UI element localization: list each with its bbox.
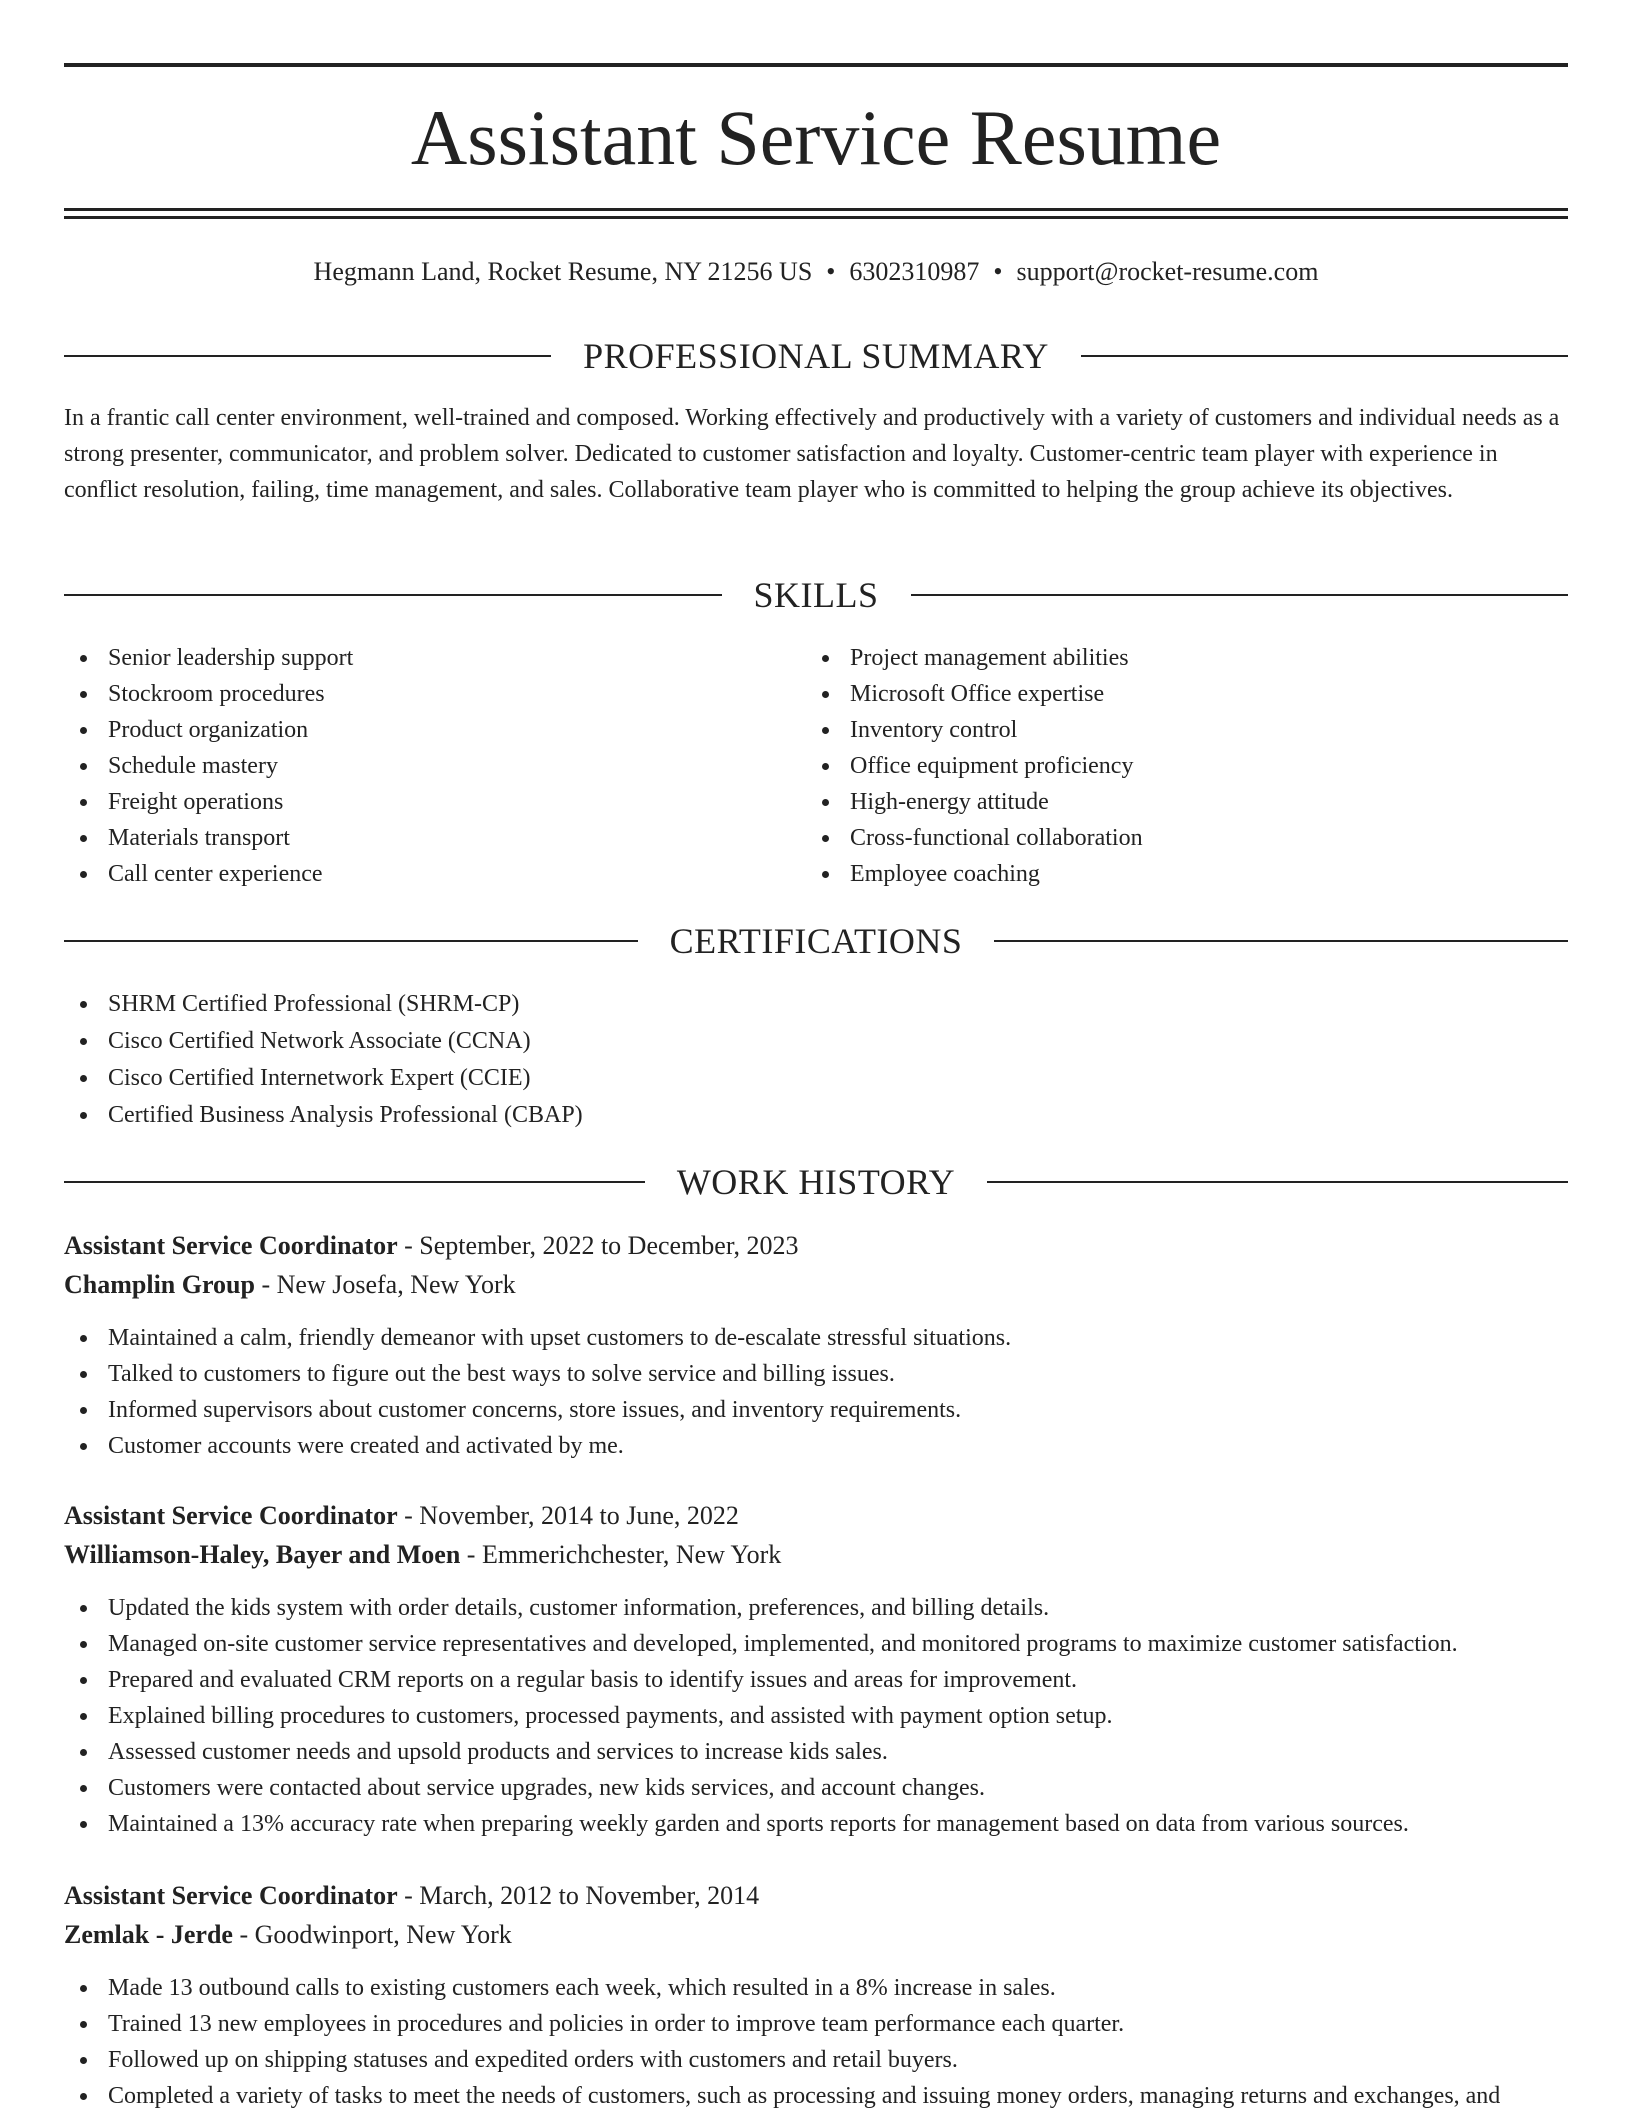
job-company-line — [64, 1265, 1568, 1304]
skill-item: Materials transport — [64, 820, 804, 856]
job-entry — [64, 1226, 1568, 1464]
job-location: - New Josefa, New York — [254, 1270, 516, 1299]
job-entry — [64, 1496, 1568, 1842]
job-location: - Emmerichchester, New York — [460, 1540, 782, 1569]
job-company-line — [64, 1915, 1568, 1954]
certification-item: SHRM Certified Professional (SHRM-CP) — [64, 986, 1464, 1023]
section-heading-summary — [64, 334, 1568, 378]
heading-rule — [64, 940, 638, 942]
section-heading-skills — [64, 573, 1568, 617]
job-role-line — [64, 1876, 1568, 1915]
top-rule — [64, 63, 1568, 67]
contact-separator: • — [993, 257, 1003, 286]
job-duty-item: Talked to customers to figure out the best ways to solve service and billing issues. — [64, 1356, 1568, 1392]
job-duty-item: Assessed customer needs and upsold products and services to increase kids sales. — [64, 1734, 1568, 1770]
job-duty-item: Managed on-site customer service representatives and developed, implemented, and monitored programs to maximize customer satisfaction. — [64, 1626, 1568, 1662]
job-duty-item: Followed up on shipping statuses and expedited orders with customers and retail buyers. — [64, 2042, 1568, 2078]
job-dates: - September, 2022 to December, 2023 — [397, 1231, 799, 1260]
skill-item: Cross-functional collaboration — [806, 820, 1546, 856]
skill-item: Stockroom procedures — [64, 676, 804, 712]
job-company: Zemlak - Jerde — [64, 1920, 233, 1949]
job-duties-list — [64, 1970, 1568, 2114]
skill-item: Schedule mastery — [64, 748, 804, 784]
heading-rule — [64, 355, 551, 357]
job-title: Assistant Service Coordinator — [64, 1231, 398, 1260]
job-duties-list — [64, 1590, 1568, 1842]
job-duty-item: Maintained a 13% accuracy rate when preparing weekly garden and sports reports for management based on data from various sources. — [64, 1806, 1568, 1842]
contact-address: Hegmann Land, Rocket Resume, NY 21256 US — [313, 257, 813, 286]
section-title-summary: PROFESSIONAL SUMMARY — [583, 336, 1049, 376]
skill-item: Inventory control — [806, 712, 1546, 748]
heading-rule — [1081, 355, 1568, 357]
job-entry — [64, 1876, 1568, 2114]
certification-item: Certified Business Analysis Professional (CBAP) — [64, 1097, 1464, 1134]
heading-rule — [64, 594, 722, 596]
job-title: Assistant Service Coordinator — [64, 1501, 398, 1530]
section-title-certifications: CERTIFICATIONS — [669, 921, 963, 961]
title-rule-upper — [64, 208, 1568, 211]
resume-title: Assistant Service Resume — [410, 94, 1222, 181]
certification-item: Cisco Certified Internetwork Expert (CCIE) — [64, 1060, 1464, 1097]
job-duty-item: Explained billing procedures to customers, processed payments, and assisted with payment option setup. — [64, 1698, 1568, 1734]
section-heading-work-history — [64, 1160, 1568, 1204]
job-location: - Goodwinport, New York — [232, 1920, 512, 1949]
skill-item: Employee coaching — [806, 856, 1546, 892]
heading-rule — [987, 1181, 1568, 1183]
job-role-line — [64, 1496, 1568, 1535]
heading-rule — [911, 594, 1569, 596]
job-duty-item: Completed a variety of tasks to meet the needs of customers, such as processing and issuing money orders, managing returns and exchanges, and — [64, 2078, 1568, 2114]
section-title-work-history: WORK HISTORY — [676, 1162, 956, 1202]
certification-item: Cisco Certified Network Associate (CCNA) — [64, 1023, 1464, 1060]
skills-list-left — [64, 640, 804, 892]
skill-item: Call center experience — [64, 856, 804, 892]
job-company: Champlin Group — [64, 1270, 255, 1299]
job-duty-item: Made 13 outbound calls to existing customers each week, which resulted in a 8% increase in sales. — [64, 1970, 1568, 2006]
job-duty-item: Informed supervisors about customer concerns, store issues, and inventory requirements. — [64, 1392, 1568, 1428]
job-duty-item: Customers were contacted about service upgrades, new kids services, and account changes. — [64, 1770, 1568, 1806]
section-heading-certifications — [64, 919, 1568, 963]
job-duty-item: Customer accounts were created and activated by me. — [64, 1428, 1568, 1464]
job-duty-item: Trained 13 new employees in procedures and policies in order to improve team performance each quarter. — [64, 2006, 1568, 2042]
skill-item: Product organization — [64, 712, 804, 748]
skill-item: Project management abilities — [806, 640, 1546, 676]
heading-rule — [994, 940, 1568, 942]
skill-item: Freight operations — [64, 784, 804, 820]
summary-text: In a frantic call center environment, well-trained and composed. Working effectively and productively with a variety of customers and individual needs as a strong presenter, communicator, and problem solver. Dedicated to customer satisfaction and loyalty. Customer-centric team player with experience in conflict resolution, failing, time management, and sales. Collaborative team player who is committed to helping the group achieve its objectives. — [64, 405, 1560, 503]
job-title: Assistant Service Coordinator — [64, 1881, 398, 1910]
skills-list-right — [806, 640, 1546, 892]
contact-email: support@rocket-resume.com — [1016, 257, 1319, 286]
contact-separator: • — [826, 257, 836, 286]
section-title-skills: SKILLS — [753, 575, 879, 615]
skill-item: Office equipment proficiency — [806, 748, 1546, 784]
job-duty-item: Prepared and evaluated CRM reports on a regular basis to identify issues and areas for improvement. — [64, 1662, 1568, 1698]
certifications-list — [64, 986, 1464, 1134]
heading-rule — [64, 1181, 645, 1183]
contact-phone: 6302310987 — [849, 257, 980, 286]
job-dates: - November, 2014 to June, 2022 — [397, 1501, 739, 1530]
skill-item: High-energy attitude — [806, 784, 1546, 820]
job-company-line — [64, 1535, 1568, 1574]
job-company: Williamson-Haley, Bayer and Moen — [64, 1540, 461, 1569]
job-role-line — [64, 1226, 1568, 1265]
title-rule-lower — [64, 216, 1568, 219]
skill-item: Microsoft Office expertise — [806, 676, 1546, 712]
job-duty-item: Maintained a calm, friendly demeanor with upset customers to de-escalate stressful situations. — [64, 1320, 1568, 1356]
contact-line — [64, 254, 1568, 290]
job-duties-list — [64, 1320, 1568, 1464]
skill-item: Senior leadership support — [64, 640, 804, 676]
job-dates: - March, 2012 to November, 2014 — [397, 1881, 760, 1910]
job-duty-item: Updated the kids system with order details, customer information, preferences, and billing details. — [64, 1590, 1568, 1626]
